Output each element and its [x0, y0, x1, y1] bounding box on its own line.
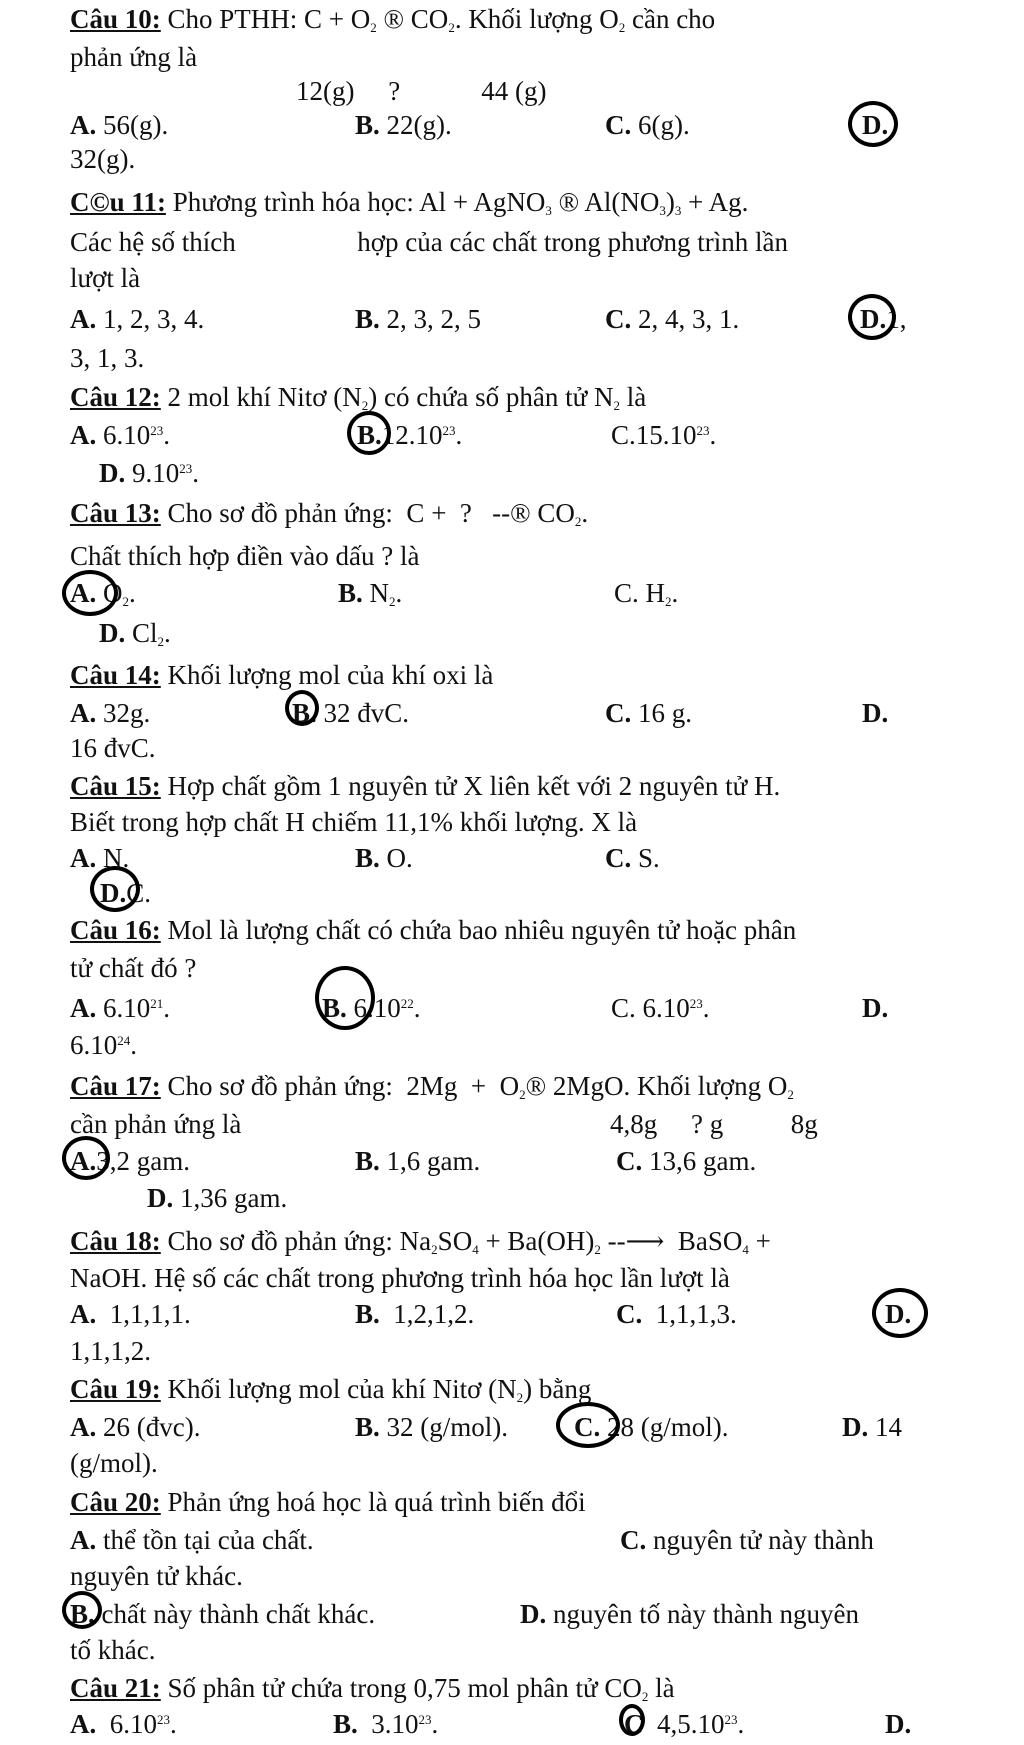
option-a: A. 6.10$^{23}$.: [70, 420, 170, 450]
question-13-line2: Chất thích hợp điền vào dấu ? là: [70, 541, 420, 571]
question-11-line3: lượt là: [70, 263, 141, 293]
option-b: B. 6.10$^{22}$.: [322, 993, 421, 1023]
option-d: D.1,: [860, 304, 907, 334]
answer-circle: [315, 966, 375, 1030]
question-label: Câu 18:: [70, 1226, 161, 1256]
option-d-wrap: 3, 1, 3.: [70, 343, 145, 373]
option-b: B. 32 đvC.: [292, 698, 410, 728]
question-15-stem: Câu 15: Hợp chất gồm 1 nguyên tử X liên kết với 2 nguyên tử H.: [70, 771, 781, 801]
option-c: C. 1,1,1,3.: [616, 1299, 737, 1329]
question-label: C©u 11:: [70, 187, 166, 217]
option-d: D.: [862, 993, 889, 1023]
option-a: A.3,2 gam.: [70, 1146, 190, 1176]
option-a: A. 56(g).: [70, 110, 169, 140]
option-c: C. 13,6 gam.: [616, 1146, 757, 1176]
question-label: Câu 21:: [70, 1673, 161, 1703]
answer-circle: [556, 1402, 620, 1448]
question-label: Câu 16:: [70, 915, 161, 945]
option-d-wrap: 16 đvC.: [70, 733, 156, 763]
option-d-wrap: 1,1,1,2.: [70, 1336, 151, 1366]
option-b: B. 1,6 gam.: [355, 1146, 481, 1176]
option-b: B.12.10$^{23}$.: [357, 420, 463, 450]
option-a: A. thể tồn tại của chất.: [70, 1525, 314, 1555]
question-label: Câu 13:: [70, 498, 161, 528]
answer-circle: [90, 866, 140, 912]
option-c: C.15.10$^{23}$.: [611, 420, 717, 450]
option-a: A. 26 (đvc).: [70, 1412, 201, 1442]
question-label: Câu 19:: [70, 1374, 161, 1404]
question-10-stem: Câu 10: Cho PTHH: C + O2 ® CO2. Khối lượng O2 cần cho: [70, 4, 716, 35]
option-b: B. N2.: [338, 578, 403, 609]
option-d-wrap: 32(g).: [70, 144, 136, 174]
option-a: A. 32g.: [70, 698, 151, 728]
question-label: Câu 17:: [70, 1071, 161, 1101]
question-21-stem: Câu 21: Số phân tử chứa trong 0,75 mol phân tử CO2 là: [70, 1673, 675, 1704]
question-11-line2: Các hệ số thích hợp của các chất trong phương trình lần: [70, 227, 789, 257]
option-b: B. 1,2,1,2.: [355, 1299, 475, 1329]
option-a: A. O2.: [70, 578, 136, 609]
question-20-stem: Câu 20: Phản ứng hoá học là quá trình biến đổi: [70, 1487, 586, 1517]
option-d-wrap: (g/mol).: [70, 1448, 158, 1478]
question-14-stem: Câu 14: Khối lượng mol của khí oxi là: [70, 660, 494, 690]
option-b: B. 2, 3, 2, 5: [355, 304, 482, 334]
option-d: D.: [885, 1709, 912, 1739]
question-10-masses: 12(g) ? 44 (g): [296, 76, 547, 106]
question-17-line2a: cần phản ứng là: [70, 1109, 242, 1139]
option-a: A. N.: [70, 843, 130, 873]
answer-circle: [62, 570, 118, 616]
option-b: B. 3.10$^{23}$.: [333, 1709, 439, 1739]
question-label: Câu 12:: [70, 382, 161, 412]
option-d: D.: [885, 1299, 912, 1329]
option-b: B. chất này thành chất khác.: [70, 1599, 376, 1629]
question-17-masses: 4,8g ? g 8g: [610, 1109, 818, 1139]
option-c: C. nguyên tử này thành: [620, 1525, 874, 1555]
option-b: B. 32 (g/mol).: [355, 1412, 509, 1442]
option-d: D. Cl2.: [99, 618, 171, 649]
option-d: D. 14: [842, 1412, 902, 1442]
option-c: C. 6(g).: [605, 110, 690, 140]
option-b: B. 22(g).: [355, 110, 452, 140]
question-16-line2: tử chất đó ?: [70, 953, 197, 983]
question-18-stem: Câu 18: Cho sơ đồ phản ứng: Na2SO4 + Ba(OH)2 --⟶ BaSO4 +: [70, 1226, 771, 1257]
question-12-stem: Câu 12: 2 mol khí Nitơ (N2) có chứa số phân tử N2 là: [70, 382, 647, 413]
question-13-stem: Câu 13: Cho sơ đồ phản ứng: C + ? --® CO2.: [70, 498, 589, 529]
question-10-line2: phản ứng là: [70, 42, 198, 72]
question-17-stem: Câu 17: Cho sơ đồ phản ứng: 2Mg + O2® 2MgO. Khối lượng O2: [70, 1071, 794, 1102]
option-c-letter: C: [624, 1709, 644, 1739]
option-d: D.: [862, 698, 889, 728]
answer-circle: [848, 294, 896, 340]
answer-circle: [285, 690, 319, 726]
option-d: D. nguyên tố này thành nguyên: [520, 1599, 859, 1629]
option-c: C 4,5.10$^{23}$.: [624, 1709, 745, 1739]
question-11-stem: C©u 11: Phương trình hóa học: Al + AgNO3 ® Al(NO3)3 + Ag.: [70, 187, 749, 218]
question-18-line2: NaOH. Hệ số các chất trong phương trình hóa học lần lượt là: [70, 1263, 730, 1293]
option-d-wrap: tố khác.: [70, 1635, 156, 1665]
option-d: D.: [862, 110, 889, 140]
question-16-stem: Câu 16: Mol là lượng chất có chứa bao nhiêu nguyên tử hoặc phân: [70, 915, 797, 945]
option-b: B. O.: [355, 843, 413, 873]
option-c: C. 2, 4, 3, 1.: [605, 304, 740, 334]
answer-circle: [62, 1591, 102, 1629]
option-c: C. S.: [605, 843, 660, 873]
option-a: A. 6.10$^{23}$.: [70, 1709, 177, 1739]
option-c: C. H2.: [614, 578, 679, 609]
option-c: C. 6.10$^{23}$.: [611, 993, 710, 1023]
option-c: C. 16 g.: [605, 698, 692, 728]
answer-circle: [872, 1288, 928, 1338]
option-d: D. 9.10$^{23}$.: [99, 458, 199, 488]
answer-circle: [619, 1704, 645, 1736]
question-19-stem: Câu 19: Khối lượng mol của khí Nitơ (N2) bằng: [70, 1374, 592, 1405]
option-d-wrap: 6.10$^{24}$.: [70, 1030, 137, 1060]
question-label: Câu 20:: [70, 1487, 161, 1517]
option-c: C. 28 (g/mol).: [574, 1412, 729, 1442]
answer-circle: [848, 101, 898, 147]
question-label: Câu 10:: [70, 4, 161, 34]
option-d: D.C.: [100, 878, 152, 908]
option-a: A. 1, 2, 3, 4.: [70, 304, 205, 334]
question-15-line2: Biết trong hợp chất H chiếm 11,1% khối lượng. X là: [70, 807, 638, 837]
question-label: Câu 14:: [70, 660, 161, 690]
option-c-wrap: nguyên tử khác.: [70, 1561, 243, 1591]
answer-circle: [347, 411, 391, 455]
question-label: Câu 15:: [70, 771, 161, 801]
option-a: A. 1,1,1,1.: [70, 1299, 191, 1329]
answer-circle: [62, 1136, 110, 1180]
option-a: A. 6.10$^{21}$.: [70, 993, 170, 1023]
option-d: D. 1,36 gam.: [147, 1183, 288, 1213]
